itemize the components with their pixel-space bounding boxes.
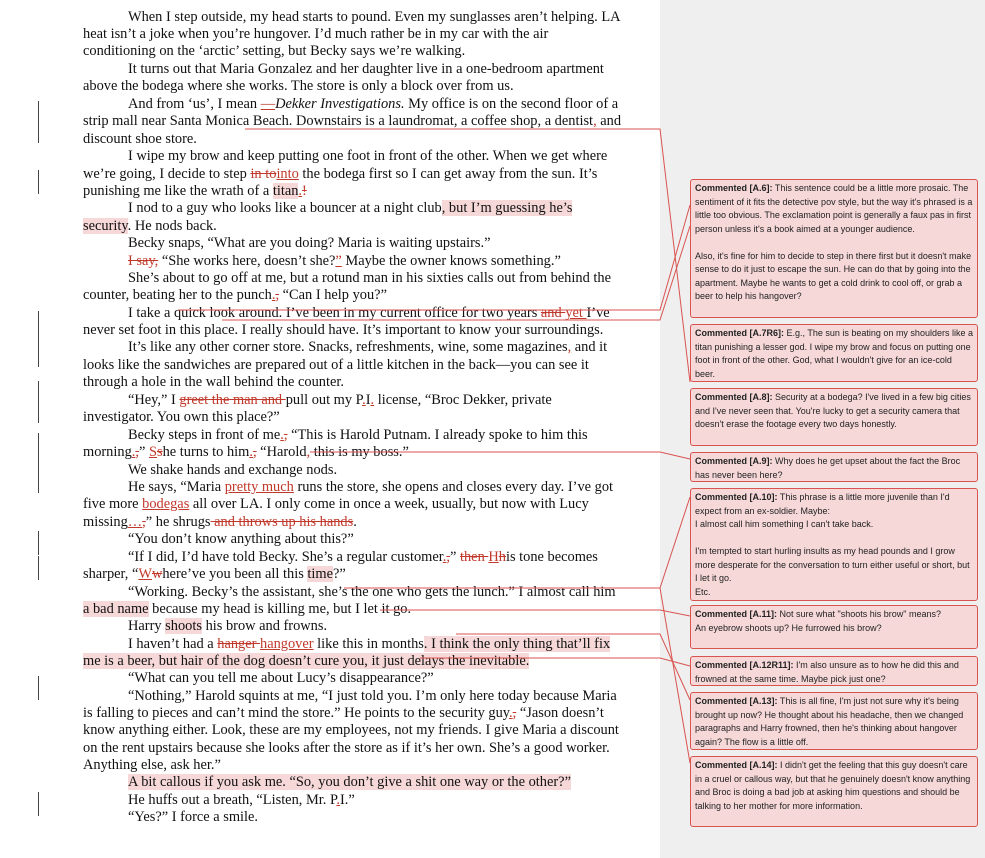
deletion: ! <box>302 183 307 199</box>
comment-paragraph <box>695 182 973 236</box>
text-line <box>83 322 603 340</box>
text-run: the bodega first so I can get away from the sun. It’s <box>298 166 598 182</box>
text-run: “Jason doesn’t <box>516 705 604 721</box>
text-line <box>128 531 354 549</box>
text-run: above the bodega where she works. The store is only a block over from us. <box>83 78 514 94</box>
text-run: I haven’t had a <box>128 636 218 652</box>
text-run: Becky steps in front of me <box>128 427 281 443</box>
text-run: “Can I help you?” <box>279 287 387 303</box>
deletion: , <box>275 287 280 303</box>
insertion: . <box>509 705 513 721</box>
text-run: through a hole in the wall behind the counter. <box>83 374 344 390</box>
text-run: “You don’t know anything about this?” <box>128 531 354 547</box>
comment-paragraph <box>695 236 973 250</box>
deletion: hanger <box>217 636 261 652</box>
insertion: . <box>442 549 447 565</box>
text-line <box>128 809 258 827</box>
comment-paragraph <box>695 491 973 518</box>
text-line <box>128 253 561 271</box>
text-run: pull out my P <box>285 392 363 408</box>
text-run: Becky snaps, “What are you doing? Maria is waiting upstairs.” <box>128 235 491 251</box>
comment-paragraph <box>695 545 973 586</box>
change-bar <box>38 556 39 580</box>
text-line <box>83 514 357 532</box>
comment-text: Security at a bodega? I've lived in a few big cities and I've never seen that. You're lucky to get a security camera that doesn't erase the footage every two days honestly. <box>695 392 971 429</box>
text-run: And from ‘us’, I mean <box>128 96 261 112</box>
text-line <box>128 688 617 706</box>
text-line <box>83 444 409 462</box>
text-line <box>128 339 607 357</box>
text-run: conditioning on the ‘arctic’ setting, but Becky says we’re walking. <box>83 43 466 59</box>
emphasis: Dekker Investigations. <box>275 96 405 112</box>
comment-paragraph <box>695 659 973 686</box>
text-run: I nod to a guy who looks like a bouncer at a night club <box>128 200 442 216</box>
text-line <box>128 200 572 218</box>
text-run: We shake hands and exchange nods. <box>128 462 338 478</box>
deletion: , <box>135 444 139 460</box>
comment-balloon[interactable] <box>690 756 978 827</box>
text-line <box>83 113 621 131</box>
text-run: “This is Harold Putnam. I already spoke to him this <box>287 427 588 443</box>
text-line <box>128 584 616 602</box>
comment-paragraph <box>695 608 973 622</box>
comment-anchor[interactable]: security <box>83 218 128 234</box>
insertion: bodegas <box>142 496 190 512</box>
comment-balloon[interactable] <box>690 692 978 750</box>
deletion: greet the man and <box>179 392 286 408</box>
insertion: . <box>280 427 284 443</box>
comment-text: I'm also unsure as to how he did this and frowned at the same time. Maybe pick just one? <box>695 660 959 684</box>
text-run: My office is on the second floor of a <box>404 96 619 112</box>
comment-balloon[interactable] <box>690 488 978 601</box>
deletion: , <box>446 549 450 565</box>
text-run: ” he shrugs <box>145 514 211 530</box>
insertion: , <box>567 339 572 355</box>
text-line <box>83 409 280 427</box>
text-run: missing <box>83 514 128 530</box>
comment-paragraph <box>695 532 973 546</box>
text-line <box>83 218 217 236</box>
text-run: Maybe the owner knows something.” <box>341 253 561 269</box>
insertion: . <box>131 444 136 460</box>
text-run: and <box>596 113 622 129</box>
deletion: s <box>157 444 163 460</box>
comment-paragraph <box>695 391 973 432</box>
change-bar <box>38 399 39 423</box>
insertion: . <box>298 183 303 199</box>
insertion: S <box>148 444 157 460</box>
text-run: “She works here, doesn’t she? <box>158 253 336 269</box>
text-run: She’s about to go off at me, but a rotund man in his sixties calls out from behind the <box>128 270 611 286</box>
text-run: counter, beating her to the punch <box>83 287 272 303</box>
text-run: license, “Broc Dekker, private <box>374 392 552 408</box>
insertion: , <box>593 113 597 129</box>
text-run: sharper, “ <box>83 566 139 582</box>
deletion: h <box>498 549 506 565</box>
comment-balloon[interactable] <box>690 324 978 382</box>
comment-anchor[interactable]: . I think the only thing that’ll fix <box>423 636 611 652</box>
text-line <box>128 670 434 688</box>
text-run: ?” <box>333 566 346 582</box>
text-run: is falling to pieces and can’t mind the store.” He points to the security guy <box>83 705 510 721</box>
comment-paragraph <box>695 518 973 532</box>
comment-text: This is all fine, I'm just not sure why it's being brought up now? He thought about his headache, then we changed paragraphs and Harry frowned, then he's thinking about hangover again? The flow is a little off. <box>695 696 964 747</box>
text-line <box>83 78 514 96</box>
insertion: hangover <box>260 636 314 652</box>
text-run: “If I did, I’d have told Becky. She’s a regular customer <box>128 549 443 565</box>
text-line <box>83 374 344 392</box>
comment-paragraph <box>695 586 973 600</box>
text-run: know anything either. Look, these are my employees, not my friends. I give Maria a discount <box>83 722 619 738</box>
comment-balloon[interactable] <box>690 656 978 686</box>
text-line <box>83 601 411 619</box>
comment-anchor[interactable]: shoots <box>165 618 202 634</box>
text-run: Harry <box>128 618 166 634</box>
comment-text: Why does he get upset about the fact the Broc has never been here? <box>695 456 961 480</box>
text-line <box>83 43 465 61</box>
deletion: , <box>142 514 146 530</box>
comment-paragraph <box>695 455 973 482</box>
text-run: When I step outside, my head starts to pound. Even my sunglasses aren’t helping. LA <box>128 9 621 25</box>
text-line <box>83 287 387 305</box>
text-run: I wipe my brow and keep putting one foot in front of the other. When we get where <box>128 148 608 164</box>
text-line <box>128 427 588 445</box>
text-run: because my head is killing me, but I let it go. <box>148 601 412 617</box>
text-line <box>128 636 610 654</box>
deletion: , <box>283 427 288 443</box>
comment-label: Commented [A.7R6]: <box>695 328 785 338</box>
text-line <box>128 462 337 480</box>
text-run: his brow and frowns. <box>201 618 328 634</box>
text-run: . <box>353 514 357 530</box>
insertion: . <box>249 444 253 460</box>
comment-text: Not sure what "shoots his brow" means? <box>779 609 941 619</box>
comment-text: Etc. <box>695 586 711 597</box>
comment-label: Commented [A.12R11]: <box>695 660 794 670</box>
comment-anchor[interactable]: A bit callous if you ask me. “So, you don’t give a shit one way or the other?” <box>128 774 571 790</box>
text-run: ” <box>138 444 149 460</box>
deletion: and <box>540 305 566 321</box>
text-line <box>128 270 611 288</box>
text-line <box>83 496 589 514</box>
insertion: into <box>276 166 299 182</box>
change-bar <box>38 531 39 555</box>
insertion: W <box>138 566 152 582</box>
deletion: , <box>252 444 257 460</box>
text-line <box>128 9 621 27</box>
text-line <box>83 740 610 758</box>
comment-label: Commented [A.9]: <box>695 456 773 466</box>
comment-text <box>695 237 698 247</box>
deletion: then <box>459 549 489 565</box>
text-run: discount shoe store. <box>83 131 197 147</box>
text-run: ” <box>449 549 460 565</box>
text-line <box>83 705 604 723</box>
comment-text: E.g., The sun is beating on my shoulders like a titan punishing a lesser god. I wipe my brow and focus on putting one foot in front of the other. God, what I wouldn't give for an ice-cold beer. <box>695 328 973 379</box>
comment-text: This phrase is a little more juvenile than I'd expect from an ex-soldier. Maybe: <box>695 492 950 516</box>
text-line <box>128 96 618 114</box>
comment-anchor[interactable]: titan <box>272 183 299 199</box>
text-line <box>128 549 598 567</box>
text-run: looks like the sandwiches are prepared out of a little kitchen in the back—you can see it <box>83 357 589 373</box>
text-line <box>83 26 548 44</box>
deletion: and throws up his hands <box>210 514 354 530</box>
text-run: investigator. You own this place?” <box>83 409 280 425</box>
comment-label: Commented [A.6]: <box>695 183 773 193</box>
text-run: morning <box>83 444 132 460</box>
comment-anchor[interactable]: me is a beer, but hair of the dog doesn’t cure you, it just delays the inevitable. <box>83 653 530 669</box>
text-line <box>128 148 607 166</box>
comment-text: I almost call him something I can't take back. <box>695 519 874 529</box>
text-run: He huffs out a breath, “Listen, Mr. P <box>128 792 337 808</box>
change-bar <box>38 343 39 367</box>
insertion: , <box>306 444 311 460</box>
text-run: here’ve you been all this <box>162 566 308 582</box>
insertion: . <box>370 392 375 408</box>
text-line <box>128 305 610 323</box>
deletion: w <box>151 566 163 582</box>
insertion: yet <box>565 305 587 321</box>
text-line <box>128 235 490 253</box>
text-line <box>128 392 552 410</box>
change-bar <box>38 170 39 194</box>
text-line <box>83 131 197 149</box>
text-run: It’s like any other corner store. Snacks, refreshments, wine, some magazines <box>128 339 568 355</box>
text-run: runs the store, she opens and closes every day. I’ve got <box>293 479 614 495</box>
deletion: , <box>512 705 517 721</box>
comment-text: Also, it's fine for him to decide to step in there first but it doesn't make sense to do it just to escape the sun. He can do that by going into the apartment. Maybe he wants to get a cold drink to cool off, or grab a beer to help his hangover? <box>695 250 972 301</box>
comment-paragraph <box>695 250 973 304</box>
text-run: “What can you tell me about Lucy’s disappearance?” <box>128 670 434 686</box>
insertion: H <box>488 549 499 565</box>
comment-text: I didn't get the feeling that this guy doesn't care in a cruel or callous way, but that he genuinely doesn't know anything and Broc is doing a bad job at asking him questions and should be talking to her mother for more information. <box>695 760 971 811</box>
comment-paragraph <box>695 695 973 749</box>
insertion: . <box>362 392 366 408</box>
text-line <box>128 618 327 636</box>
text-line <box>83 166 597 184</box>
text-run: I take a quick look around. I’ve been in my current office for two years <box>128 305 541 321</box>
change-bar <box>38 469 39 493</box>
text-run: “Yes?” I force a smile. <box>128 809 258 825</box>
comment-label: Commented [A.11]: <box>695 609 778 619</box>
text-run: “Working. Becky’s the assistant, she’s the one who gets the lunch.” I almost call him <box>128 584 616 600</box>
text-run: this is my boss.” <box>310 444 409 460</box>
comment-anchor[interactable]: time <box>307 566 333 582</box>
text-run: . He nods back. <box>127 218 217 234</box>
comment-paragraph <box>695 327 973 381</box>
insertion: pretty much <box>224 479 294 495</box>
text-run: “Nothing,” Harold squints at me, “I just told you. I’m only here today because Maria <box>128 688 617 704</box>
change-bar <box>38 792 39 816</box>
text-run: and it <box>571 339 608 355</box>
text-line <box>83 722 619 740</box>
comment-label: Commented [A.13]: <box>695 696 778 706</box>
text-run: It turns out that Maria Gonzalez and her daughter live in a one-bedroom apartment <box>128 61 604 77</box>
comment-paragraph <box>695 622 973 636</box>
text-run: we’re going, I decide to step <box>83 166 251 182</box>
text-line <box>128 774 571 792</box>
text-run: like this in months <box>313 636 424 652</box>
comment-balloon[interactable] <box>690 605 978 649</box>
comment-anchor[interactable]: a bad name <box>83 601 149 617</box>
change-bar <box>38 119 39 143</box>
text-line <box>83 566 346 584</box>
comment-text: This sentence could be a little more prosaic. The sentiment of it fits the detective pov style, but the way it's phrased is a little too obvious. The exclamation point is generally a faux pas in first person unless it's a book aimed at a younger audience. <box>695 183 973 234</box>
text-run: strip mall near Santa Monica Beach. Downstairs is a laundromat, a coffee shop, a dentist <box>83 113 594 129</box>
comment-balloon[interactable] <box>690 452 978 482</box>
text-line <box>128 61 604 79</box>
text-run: never set foot in this place. I really should have. It’s important to know your surroundings. <box>83 322 604 338</box>
comment-anchor[interactable]: , but I’m guessing he’s <box>441 200 573 216</box>
insertion: … <box>127 514 143 530</box>
comment-text: An eyebrow shoots up? He furrowed his brow? <box>695 622 882 633</box>
deletion: in to <box>250 166 277 182</box>
text-run: he turns to him <box>162 444 250 460</box>
text-line <box>83 357 589 375</box>
text-line <box>83 757 221 775</box>
insertion: . <box>271 287 276 303</box>
text-line <box>83 183 307 201</box>
comment-balloon[interactable] <box>690 388 978 446</box>
change-bar <box>38 676 39 700</box>
comment-text <box>695 533 698 543</box>
comment-label: Commented [A.8]: <box>695 392 773 402</box>
text-line <box>83 653 529 671</box>
insertion: . <box>336 792 340 808</box>
text-run: heat isn’t a joke when you’re hungover. I’d much rather be in my car with the air <box>83 26 549 42</box>
text-run: He says, “Maria <box>128 479 225 495</box>
text-run: Anything else, ask her.” <box>83 757 221 773</box>
text-run: “Harold <box>256 444 307 460</box>
text-run: all over LA. I only come in once a week, usually, but now with Lucy <box>189 496 589 512</box>
text-line <box>128 792 355 810</box>
text-line <box>128 479 613 497</box>
text-run: on the rent upstairs because she looks after the store as if it’s her own. She’s a good worker. <box>83 740 610 756</box>
comment-balloon[interactable] <box>690 179 978 318</box>
comment-label: Commented [A.14]: <box>695 760 778 770</box>
insertion: — <box>260 96 276 112</box>
comment-text: I'm tempted to start hurling insults as my head pounds and I grow more desperate for the conversation to turn either useful or short, but I let it go. <box>695 546 970 583</box>
insertion: ” <box>335 253 342 269</box>
text-run: I.” <box>339 792 355 808</box>
text-run: “Hey,” I <box>128 392 180 408</box>
text-run: five more <box>83 496 143 512</box>
text-run: I <box>365 392 371 408</box>
text-run: is tone becomes <box>505 549 598 565</box>
comment-label: Commented [A.10]: <box>695 492 778 502</box>
text-run: punishing me like the wrath of a <box>83 183 273 199</box>
deletion: I say, <box>128 253 159 269</box>
comment-paragraph <box>695 759 973 813</box>
text-run: I’ve <box>586 305 610 321</box>
